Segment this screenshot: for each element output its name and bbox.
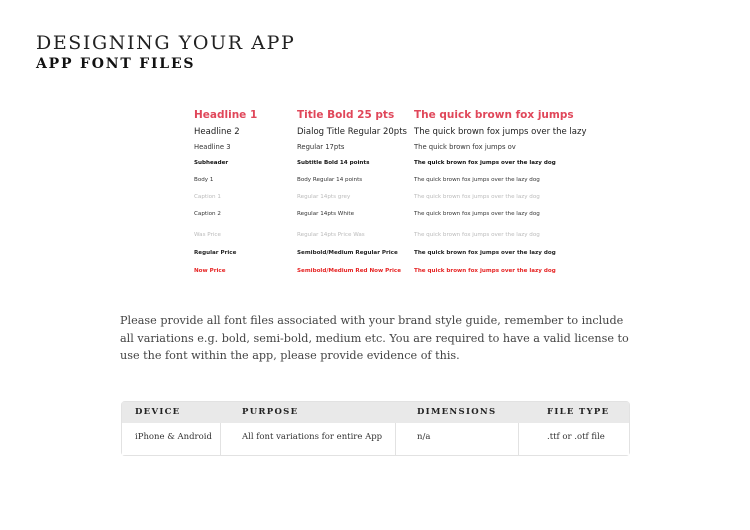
- specimen-style-name: Was Price: [194, 232, 221, 238]
- specimen-style-name: Headline 3: [194, 143, 231, 151]
- specimen-style-spec: Title Bold 25 pts: [297, 109, 395, 121]
- specimen-sample-text: The quick brown fox jumps ov: [414, 143, 516, 151]
- column-divider: [395, 423, 396, 455]
- specimen-style-name: Caption 1: [194, 194, 221, 200]
- specimen-style-name: Headline 1: [194, 109, 258, 121]
- specimen-style-name: Now Price: [194, 268, 226, 274]
- cell-file-type: .ttf or .otf file: [547, 432, 605, 442]
- specimen-sample-text: The quick brown fox jumps over the lazy dog: [414, 177, 540, 183]
- cell-purpose: All font variations for entire App: [242, 432, 383, 442]
- specimen-sample-text: The quick brown fox jumps over the lazy dog: [414, 232, 540, 238]
- specimen-style-name: Caption 2: [194, 211, 221, 217]
- specimen-style-spec: Subtitle Bold 14 points: [297, 160, 370, 166]
- page-title: DESIGNING YOUR APP: [36, 32, 296, 54]
- specimen-style-name: Subheader: [194, 160, 229, 166]
- column-header-dimensions: DIMENSIONS: [417, 407, 497, 417]
- specimen-style-spec: Body Regular 14 points: [297, 177, 363, 183]
- specimen-style-spec: Regular 14pts White: [297, 211, 355, 217]
- specimen-sample-text: The quick brown fox jumps over the lazy dog: [414, 160, 556, 166]
- specimen-sample-text: The quick brown fox jumps over the lazy: [414, 127, 587, 137]
- specimen-sample-text: The quick brown fox jumps over the lazy dog: [414, 211, 540, 217]
- specimen-style-spec: Semibold/Medium Regular Price: [297, 250, 398, 256]
- table-header: [122, 402, 629, 423]
- page-subtitle: APP FONT FILES: [36, 56, 196, 72]
- specimen-style-spec: Semibold/Medium Red Now Price: [297, 268, 401, 274]
- table-row: [122, 423, 629, 455]
- specimen-style-name: Regular Price: [194, 250, 237, 256]
- specimen-style-spec: Regular 14pts Price Was: [297, 232, 365, 238]
- cell-device: iPhone & Android: [135, 432, 212, 442]
- specimen-sample-text: The quick brown fox jumps over the lazy dog: [414, 268, 556, 274]
- column-header-purpose: PURPOSE: [242, 407, 299, 417]
- font-specimen: [194, 109, 587, 279]
- font-files-table: [121, 401, 630, 456]
- instructions-paragraph: Please provide all font files associated with your brand style guide, remember to include all variations e.g. bold, semi-bold, medium etc. You are required to have a valid license to use the font within the app, please provide evidence of this.: [120, 314, 629, 362]
- specimen-style-name: Headline 2: [194, 127, 240, 137]
- specimen-style-spec: Dialog Title Regular 20pts: [297, 127, 407, 137]
- specimen-sample-text: The quick brown fox jumps: [414, 109, 574, 121]
- cell-dimensions: n/a: [417, 432, 431, 442]
- column-header-device: DEVICE: [135, 407, 181, 417]
- specimen-style-spec: Regular 17pts: [297, 143, 345, 151]
- column-divider: [220, 423, 221, 455]
- specimen-sample-text: The quick brown fox jumps over the lazy dog: [414, 250, 556, 256]
- specimen-style-name: Body 1: [194, 177, 214, 183]
- column-header-file-type: FILE TYPE: [547, 407, 610, 417]
- column-divider: [518, 423, 519, 455]
- specimen-style-spec: Regular 14pts grey: [297, 194, 351, 200]
- specimen-sample-text: The quick brown fox jumps over the lazy dog: [414, 194, 540, 200]
